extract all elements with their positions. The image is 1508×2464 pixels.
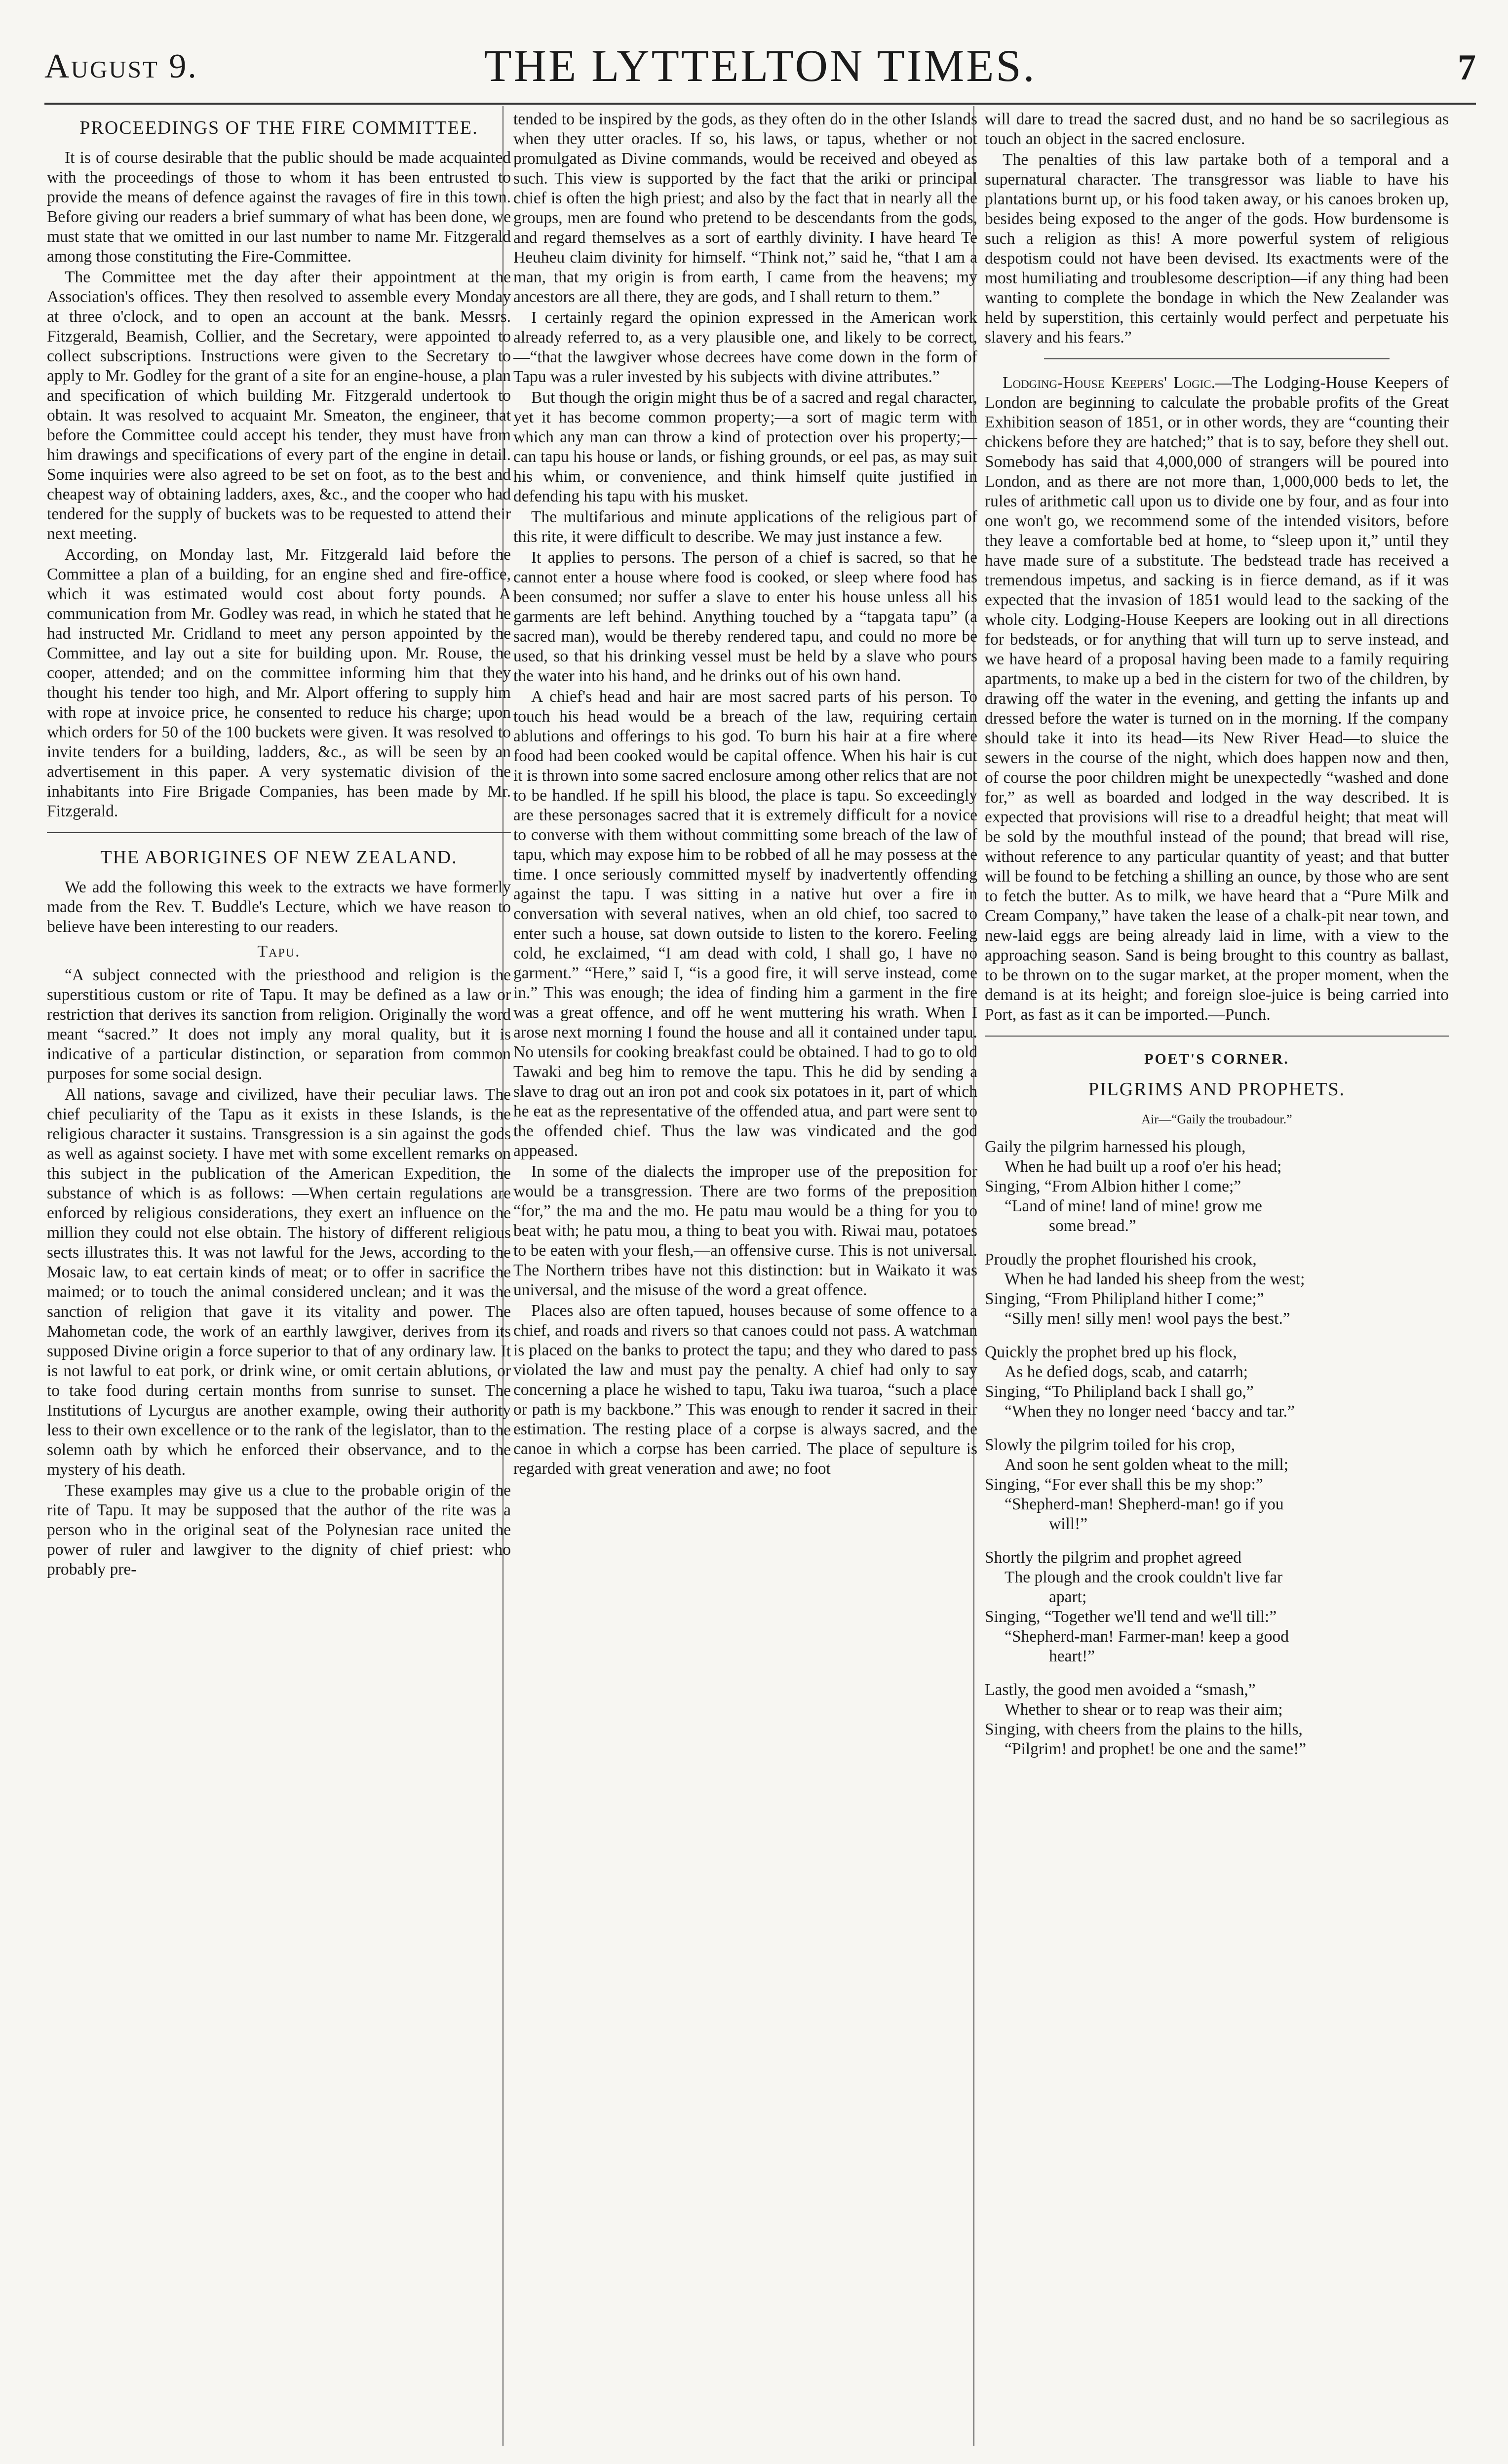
aborigines-paragraph: But though the origin might thus be of a sacred and regal character, yet it has become common property;—a sort of magic term with which any man can throw a kind of protection over his property;—can tapu his house or lands, or fishing grounds, or eel pas, as may suit his whim, or convenience, and think himself quite justified in defending his tapu with his musket. bbox=[513, 388, 977, 505]
poem-line: Proudly the prophet flourished his crook, bbox=[985, 1250, 1257, 1269]
poem-line: Lastly, the good men avoided a “smash,” bbox=[985, 1681, 1256, 1699]
poem-line: Shortly the pilgrim and prophet agreed bbox=[985, 1548, 1242, 1567]
newspaper-title: THE LYTTELTON TIMES. bbox=[484, 40, 1037, 91]
poem-line: “Shepherd-man! Shepherd-man! go if you bbox=[1005, 1495, 1284, 1513]
poem-line: some bread.” bbox=[1049, 1217, 1136, 1235]
issue-date: August 9. bbox=[44, 47, 198, 85]
poem-line: And soon he sent golden wheat to the mill; bbox=[1005, 1456, 1288, 1474]
aborigines-paragraph: In some of the dialects the improper use of the preposition for would be a transgression. There are two forms of the preposition “for,” the ma and the mo. He patu mau would be a thing for you to beat with; he patu mou, a thing to beat you with. Riwai mau, potatoes to be eaten with your flesh,—an offensive curse. This is not universal. The Northern tribes have not this distinction: but in Waikato it was universal, and the misuse of the word a great offence. bbox=[513, 1162, 977, 1299]
poem-stanza bbox=[985, 1680, 1449, 1759]
aborigines-paragraph: A chief's head and hair are most sacred parts of his person. To touch his head would be a breach of the law, requiring certain ablutions and offerings to his god. To burn his hair at a fire where food had been cooked would be capital offence. When his hair is cut it is thrown into some sacred enclosure among other relics that are not to be handled. If he spill his blood, the place is tapu. So exceedingly are these personages sacred that it is extremely difficult for a novice to converse with them without committing some breach of the law of tapu, which may expose him to be robbed of all he may possess at the time. I once seriously committed myself by inadvertently offending against the tapu. I was sitting in a native hut over a fire in conversation with several natives, when an old chief, too sacred to enter such a house, sat down outside to listen to the korero. Feeling cold, he exclaimed, “I am dead with cold, I shall go, I have no garment.” “Here,” said I, “is a good fire, it will serve instead, come in.” This was enough; the idea of finding him a garment in the fire was a great offence, and off he went muttering his wrath. When I arose next morning I found the house and all it contained under tapu. No utensils for cooking breakfast could be obtained. I had to go to old Tawaki and beg him to remove the tapu. This he did by sending a slave to drag out an iron pot and cook six potatoes in it, part of which he eat as the representative of the offended atua, and part were sent to the offended chief. Thus the law was vindicated and the god appeased. bbox=[513, 688, 977, 1160]
poem-line: Gaily the pilgrim harnessed his plough, bbox=[985, 1138, 1246, 1156]
poem-line: “Shepherd-man! Farmer-man! keep a good bbox=[1005, 1627, 1289, 1646]
poem-stanza bbox=[985, 1250, 1449, 1329]
poem-line: “When they no longer need ‘baccy and tar.” bbox=[1005, 1402, 1295, 1421]
poem-stanza bbox=[985, 1137, 1449, 1236]
column-3 bbox=[985, 110, 1449, 2439]
poem-line: Singing, “For ever shall this be my shop:” bbox=[985, 1475, 1263, 1494]
aborigines-paragraph: Places also are often tapued, houses because of some offence to a chief, and roads and rivers so that canoes could not pass. A watchman is placed on the banks to protect the tapu; and they who dared to pass violated the law and must pay the penalty. A chief had only to say concerning a place he wished to tapu, Taku iwa tuaroa, “such a place or path is my backbone.” This was enough to render it sacred in their estimation. The resting place of a corpse is always sacred, and the canoe in which a corpse has been carried. The place of sepulture is regarded with great veneration and awe; no foot bbox=[513, 1302, 977, 1478]
poem-line: Singing, “To Philipland back I shall go,” bbox=[985, 1383, 1254, 1401]
fire-paragraph: According, on Monday last, Mr. Fitzgerald laid before the Committee a plan of a building, for an engine shed and fire-office, which it was estimated would cost about forty pounds. A communication from Mr. Godley was read, in which he stated that he had instructed Mr. Cridland to meet any person appointed by the Committee, and lay out a site for building upon. Mr. Rouse, the cooper, attended; and on the committee informing him that they thought his tender too high, and Mr. Alport offering to supply him with rope at invoice price, he consented to reduce his charge; upon which orders for 50 of the 100 buckets were given. It was resolved to invite tenders for a building, ladders, &c., as will be seen by an advertisement in this paper. A very systematic division of the inhabitants into Fire Brigade Companies, has been made by Mr. Fitzgerald. bbox=[47, 545, 511, 820]
poem-title: PILGRIMS AND PROPHETS. bbox=[1088, 1079, 1346, 1100]
poem-line: “Silly men! silly men! wool pays the best.” bbox=[1005, 1309, 1290, 1328]
tapu-subheading: Tapu. bbox=[257, 942, 301, 961]
poem-line: Whether to shear or to reap was their aim; bbox=[1005, 1700, 1283, 1719]
poem-line: will!” bbox=[1049, 1515, 1088, 1533]
masthead bbox=[44, 20, 1476, 114]
aborigines-paragraph: These examples may give us a clue to the probable origin of the rite of Tapu. It may be supposed that the author of the rite was a person who in the original seat of the Polynesian race united the power of ruler and lawgiver to the dignity of chief priest: who probably pre- bbox=[47, 1481, 511, 1578]
column-1 bbox=[47, 110, 511, 2439]
aborigines-paragraph: “A subject connected with the priesthood and religion is the superstitious custom or rite of Tapu. It may be defined as a law or restriction that derives its sanction from religion. Originally the word meant “sacred.” It does not imply any moral quality, but it is indicative of a particular distinction, or separation from common purposes for some social design. bbox=[47, 966, 511, 1083]
poem-line: When he had landed his sheep from the west; bbox=[1005, 1270, 1305, 1288]
poem-line: “Land of mine! land of mine! grow me bbox=[1005, 1197, 1262, 1215]
aborigines-intro: We add the following this week to the extracts we have formerly made from the Rev. T. Buddle's Lecture, which we have reason to believe have been interesting to our readers. bbox=[47, 878, 511, 936]
section-rule bbox=[47, 832, 511, 833]
poem-stanza bbox=[985, 1548, 1449, 1666]
aborigines-heading: THE ABORIGINES OF NEW ZEALAND. bbox=[100, 847, 458, 868]
poem-stanza bbox=[985, 1435, 1449, 1534]
fire-paragraph: It is of course desirable that the public should be made acquainted with the proceedings of those to whom it has been entrusted to provide the means of defence against the ravages of fire in this town. Before giving our readers a brief summary of what has been done, we must state that we omitted in our last number to name Mr. Fitzgerald among those constituting the Fire-Committee. bbox=[47, 149, 511, 266]
lodging-text: —The Lodging-House Keepers of London are beginning to calculate the probable profits of the Great Exhibition season of 1851, or in other words, they are “counting their chickens before they are hatched;” that is to say, before they shell out. Somebody has said that 4,000,000 of strangers will be poured into London, and as there are not more than, 1,000,000 beds to let, the rules of arithmetic call upon us to divide one by four, and as four into one won't go, we recommend some of the intended visitors, before they leave a comfortable bed at home, to “sleep upon it,” until they have made sure of a substitute. The bedstead trade has received a tremendous impetus, and sacking is in fierce demand, as if it was expected that the invasion of 1851 would lead to the sacking of the whole city. Lodging-House Keepers are looking out in all directions for bedsteads, or for anything that will turn up to serve instead, and we have heard of a proposal having been made to a family requiring apartments, to make up a bed in the cistern for two of the children, by drawing off the water in the evening, and getting the infants up and dressed before the water is turned on in the morning. If the company should take it into its head—its New River Head—to sluice the sewers in the course of the night, which does happen now and then, of course the poor children might be unexpectedly “washed and done for,” as well as boarded and lodged in the way described. It is expected that provisions will rise to a dreadful height; that meat will be sold by the mouthful instead of the pound; that bread will rise, without reference to any particular quantity of yeast; and that butter will be found to be fetching a shilling an ounce, by those who are sent to fetch the butter. As to milk, we have heard that a “Pure Milk and Cream Company,” have taken the lease of a chalk-pit near town, and new-laid eggs are being already laid in lime, with a view to the approaching season. Sand is being brought to this country as ballast, to be thrown on to the sugar market, at the proper moment, when the demand is at its height; and foreign sloe-juice is being carried into Port, as fast as it can be imported.—Punch. bbox=[985, 374, 1449, 1024]
poem-line: Quickly the prophet bred up his flock, bbox=[985, 1343, 1237, 1361]
poem-stanza bbox=[985, 1343, 1449, 1422]
poem-line: Singing, with cheers from the plains to the hills, bbox=[985, 1720, 1303, 1738]
poem-line: As he defied dogs, scab, and catarrh; bbox=[1005, 1363, 1248, 1381]
aborigines-paragraph: It applies to persons. The person of a chief is sacred, so that he cannot enter a house where food is cooked, or sleep where food has been consumed; nor suffer a slave to enter his house unless all his garments are left behind. Anything touched by a “tapgata tapu” (a sacred man), would be thereby rendered tapu, and could no more be used, so that his drinking vessel must be held by a slave who pours the water into his hand, and he drinks out of his own hand. bbox=[513, 548, 977, 685]
aborigines-paragraph: tended to be inspired by the gods, as they often do in the other Islands when they utter oracles. If so, his laws, or tapus, whether or not promulgated as Divine commands, would be received and obeyed as such. This view is supported by the fact that the ariki or principal chief is often the high priest; and also by the fact that in nearly all the groups, men are found who pretend to be descendants from the gods, and regard themselves as a sort of earthly divinity. I have heard Te Heuheu claim divinity for himself. “Think not,” said he, “that I am a man, that my origin is from earth, I came from the heavens; my ancestors are all there, they are gods, and I shall return to them.” bbox=[513, 110, 977, 306]
poem-line: The plough and the crook couldn't live far bbox=[1005, 1568, 1283, 1586]
poem-line: “Pilgrim! and prophet! be one and the same!” bbox=[1005, 1740, 1307, 1758]
section-rule bbox=[1044, 358, 1390, 359]
poets-corner-heading: POET'S CORNER. bbox=[1144, 1051, 1289, 1067]
poem-line: apart; bbox=[1049, 1588, 1087, 1606]
lodging-title: Lodging-House Keepers' Logic. bbox=[1003, 374, 1216, 392]
poem-line: Singing, “Together we'll tend and we'll till:” bbox=[985, 1608, 1277, 1626]
aborigines-paragraph: The penalties of this law partake both of a temporal and a supernatural character. The transgressor was liable to have his plantations burnt up, or his food taken away, or his canoes broken up, besides being exposed to the anger of the gods. How burdensome is such a religion as this! A more powerful system of religious despotism could not have been devised. Its exactments were of the most humiliating and troublesome description—if any thing had been wanting to complete the bondage in which the New Zealander was held by superstition, this certainly would perfect and perpetuate his slavery and his fears.” bbox=[985, 151, 1449, 346]
poem-line: Singing, “From Philipland hither I come;” bbox=[985, 1290, 1264, 1308]
aborigines-paragraph: I certainly regard the opinion expressed in the American work already referred to, as a very plausible one, and likely to be correct,—“that the lawgiver whose decrees have come down in the form of Tapu was a ruler invested by his subjects with divine attributes.” bbox=[513, 308, 977, 386]
masthead-rule bbox=[44, 103, 1476, 105]
poem-line: heart!” bbox=[1049, 1647, 1095, 1665]
lodging-article bbox=[985, 373, 1449, 1025]
aborigines-paragraph: will dare to tread the sacred dust, and no hand be so sacrilegious as touch an object in the sacred enclosure. bbox=[985, 110, 1449, 148]
column-2 bbox=[513, 110, 977, 2439]
poem-line: Slowly the pilgrim toiled for his crop, bbox=[985, 1436, 1236, 1454]
poem-air: Air—“Gaily the troubadour.” bbox=[1141, 1112, 1292, 1126]
fire-committee-heading: PROCEEDINGS OF THE FIRE COMMITTEE. bbox=[79, 117, 478, 138]
aborigines-paragraph: All nations, savage and civilized, have their peculiar laws. The chief peculiarity of the Tapu as it exists in these Islands, is the religious character it sustains. Transgression is a sin against the gods as well as against society. I have met with some excellent remarks on this subject in the publication of the American Expedition, the substance of which is as follows: —When certain regulations are enforced by religious considerations, they exert an influence on the million they could not else obtain. The history of different religious sects illustrates this. It was not lawful for the Jews, according to the Mosaic law, to eat certain kinds of meat; or to offer in sacrifice the maimed; or to touch the animal considered unclean; and it was the sanction of religion that gave it its vitality and power. The Mahometan code, the work of an earthly lawgiver, derives from its supposed Divine origin a force superior to that of any ordinary law. It is not lawful to eat pork, or drink wine, or omit certain ablutions, or to take food during certain months from sunrise to sunset. The Institutions of Lycurgus are another example, owing their authority less to their own excellence or to the rank of the legislator, than to the solemn oath by which he enforced their observance, and to the mystery of his death. bbox=[47, 1085, 511, 1479]
fire-paragraph: The Committee met the day after their appointment at the Association's offices. They then resolved to assemble every Monday at three o'clock, and to open an account at the bank. Messrs. Fitzgerald, Beamish, Collier, and the Secretary, were appointed to collect subscriptions. Instructions were given to the Secretary to apply to Mr. Godley for the grant of a site for an engine-house, a plan and specification of which building Mr. Fitzgerald undertook to obtain. It was resolved to acquaint Mr. Smeaton, the engineer, that before the Committee could accept his tender, they must have from him drawings and specifications of every part of the engine in detail. Some inquiries were also agreed to be set on foot, as to the best and cheapest way of obtaining ladders, axes, &c., and the cooper who had tendered for the supply of buckets was to be requested to attend their next meeting. bbox=[47, 268, 511, 543]
section-rule bbox=[985, 1036, 1449, 1037]
poem-line: When he had built up a roof o'er his head; bbox=[1005, 1157, 1282, 1176]
page-number: 7 bbox=[1458, 47, 1476, 88]
poem-line: Singing, “From Albion hither I come;” bbox=[985, 1177, 1241, 1195]
aborigines-paragraph: The multifarious and minute applications of the religious part of this rite, it were difficult to describe. We may just instance a few. bbox=[513, 508, 977, 546]
